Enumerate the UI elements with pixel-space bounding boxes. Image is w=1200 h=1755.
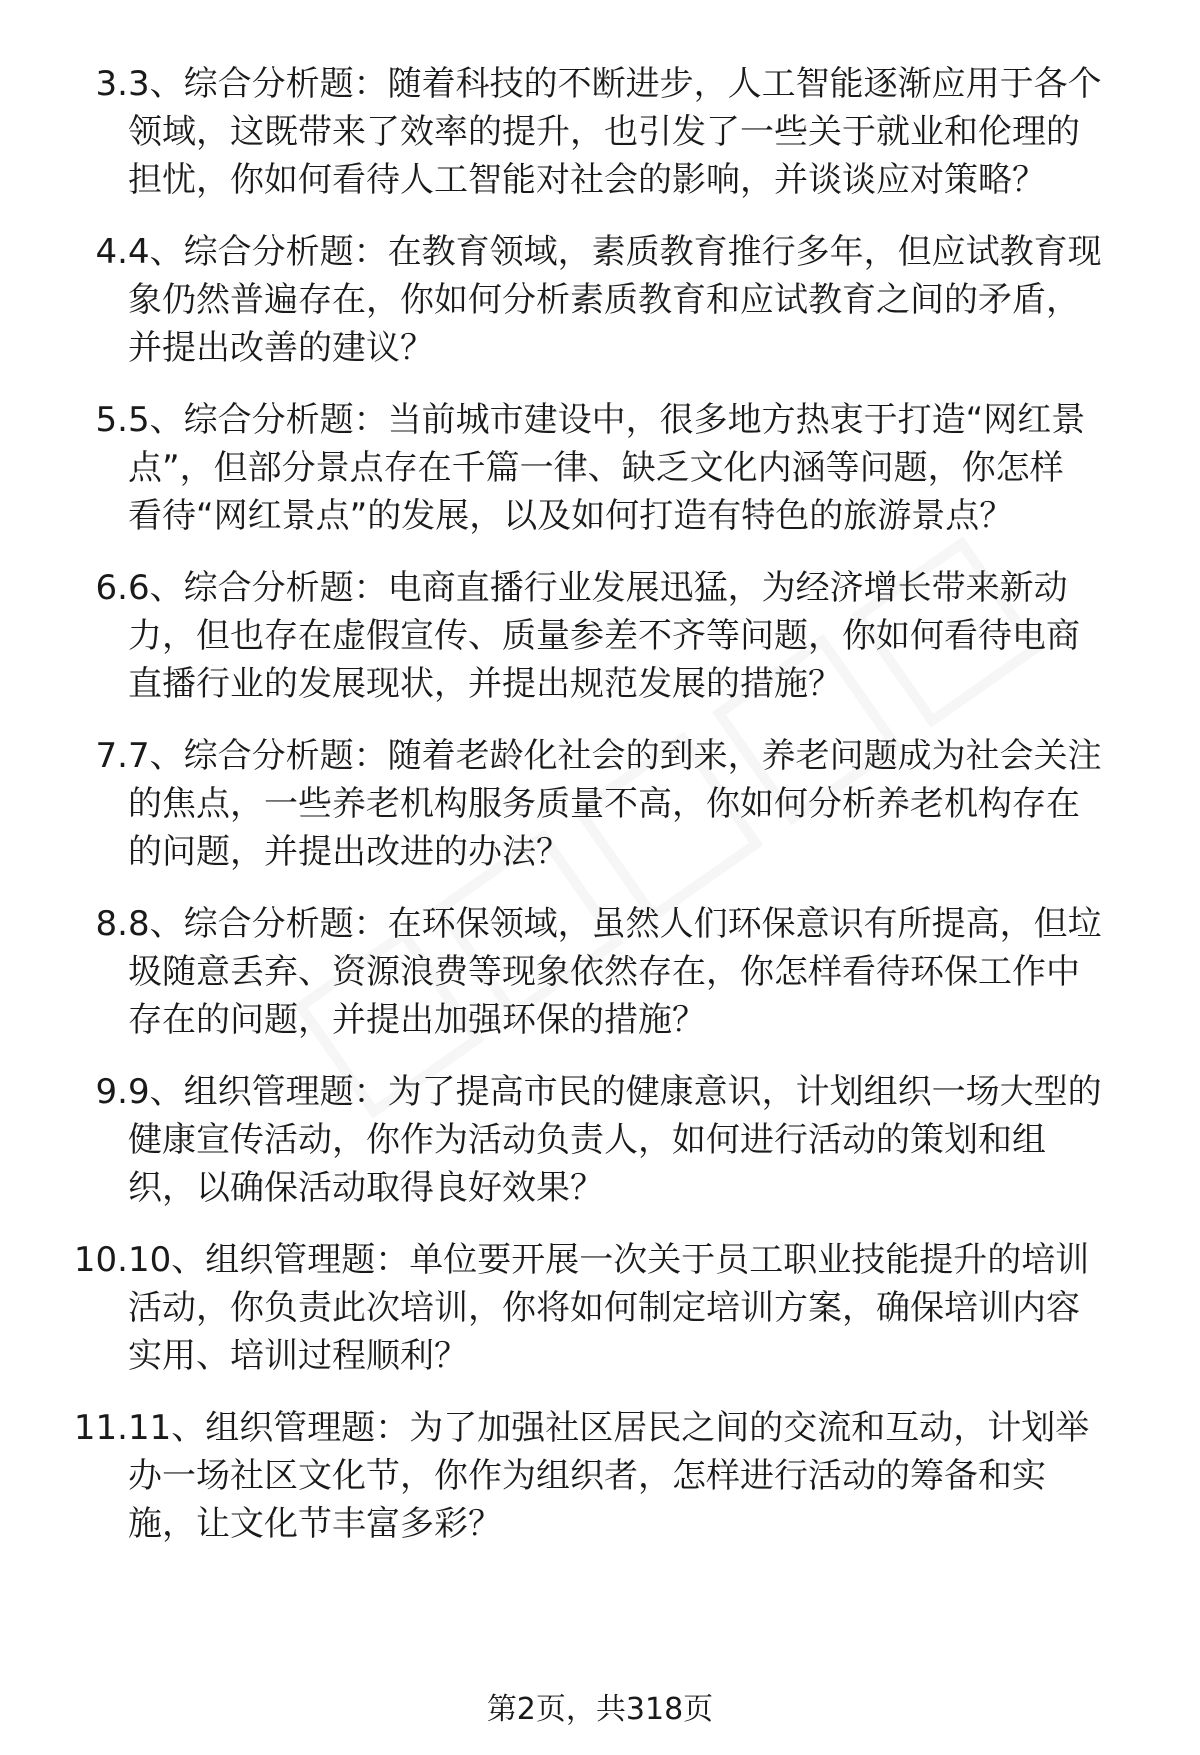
question-item bbox=[0, 396, 1200, 564]
question-number: 4. bbox=[95, 232, 128, 272]
question-line: 10、组织管理题：单位要开展一次关于员工职业技能提升的培训 bbox=[128, 1240, 1090, 1280]
question-item bbox=[0, 1236, 1200, 1404]
question-item bbox=[0, 1404, 1200, 1572]
question-line: 施，让文化节丰富多彩？ bbox=[128, 1504, 502, 1544]
question-item bbox=[0, 228, 1200, 396]
question-line: 8、综合分析题：在环保领域，虽然人们环保意识有所提高，但垃 bbox=[128, 904, 1102, 944]
question-line: 象仍然普遍存在，你如何分析素质教育和应试教育之间的矛盾， bbox=[128, 280, 1080, 320]
question-text bbox=[128, 900, 1156, 1044]
question-line: 直播行业的发展现状，并提出规范发展的措施？ bbox=[128, 664, 842, 704]
question-line: 6、综合分析题：电商直播行业发展迅猛，为经济增长带来新动 bbox=[128, 568, 1068, 608]
question-number: 3. bbox=[95, 64, 128, 104]
question-line: 5、综合分析题：当前城市建设中，很多地方热衷于打造“网红景 bbox=[128, 400, 1086, 440]
question-line: 点”，但部分景点存在千篇一律、缺乏文化内涵等问题，你怎样 bbox=[128, 448, 1064, 488]
question-line: 11、组织管理题：为了加强社区居民之间的交流和互动，计划举 bbox=[128, 1408, 1090, 1448]
question-item bbox=[0, 1068, 1200, 1236]
question-line: 办一场社区文化节，你作为组织者，怎样进行活动的筹备和实 bbox=[128, 1456, 1046, 1496]
question-line: 活动，你负责此次培训，你将如何制定培训方案，确保培训内容 bbox=[128, 1288, 1080, 1328]
question-text bbox=[128, 1404, 1156, 1548]
question-line: 看待“网红景点”的发展，以及如何打造有特色的旅游景点？ bbox=[128, 496, 1014, 536]
question-item bbox=[0, 900, 1200, 1068]
question-number: 11. bbox=[73, 1408, 128, 1448]
question-item bbox=[0, 732, 1200, 900]
question-line: 4、综合分析题：在教育领域，素质教育推行多年，但应试教育现 bbox=[128, 232, 1102, 272]
question-line: 领域，这既带来了效率的提升，也引发了一些关于就业和伦理的 bbox=[128, 112, 1080, 152]
question-item bbox=[0, 564, 1200, 732]
question-text bbox=[128, 1068, 1156, 1212]
question-text bbox=[128, 396, 1156, 540]
question-text bbox=[128, 564, 1156, 708]
page-footer: 第2页，共318页 bbox=[486, 1692, 714, 1727]
question-number: 7. bbox=[95, 736, 128, 776]
question-number: 10. bbox=[73, 1240, 128, 1280]
question-line: 7、综合分析题：随着老龄化社会的到来，养老问题成为社会关注 bbox=[128, 736, 1102, 776]
question-line: 实用、培训过程顺利？ bbox=[128, 1336, 468, 1376]
question-number: 9. bbox=[95, 1072, 128, 1112]
question-line: 担忧，你如何看待人工智能对社会的影响，并谈谈应对策略？ bbox=[128, 160, 1046, 200]
question-line: 圾随意丢弃、资源浪费等现象依然存在，你怎样看待环保工作中 bbox=[128, 952, 1080, 992]
question-number: 5. bbox=[95, 400, 128, 440]
question-line: 存在的问题，并提出加强环保的措施？ bbox=[128, 1000, 706, 1040]
question-list bbox=[0, 60, 1200, 1572]
question-line: 织，以确保活动取得良好效果？ bbox=[128, 1168, 604, 1208]
question-text bbox=[128, 1236, 1156, 1380]
question-number: 8. bbox=[95, 904, 128, 944]
question-line: 力，但也存在虚假宣传、质量参差不齐等问题，你如何看待电商 bbox=[128, 616, 1080, 656]
question-item bbox=[0, 60, 1200, 228]
question-text bbox=[128, 228, 1156, 372]
question-number: 6. bbox=[95, 568, 128, 608]
question-text bbox=[128, 732, 1156, 876]
question-line: 3、综合分析题：随着科技的不断进步，人工智能逐渐应用于各个 bbox=[128, 64, 1102, 104]
question-text bbox=[128, 60, 1156, 204]
question-line: 健康宣传活动，你作为活动负责人，如何进行活动的策划和组 bbox=[128, 1120, 1046, 1160]
question-line: 的焦点，一些养老机构服务质量不高，你如何分析养老机构存在 bbox=[128, 784, 1080, 824]
question-line: 并提出改善的建议？ bbox=[128, 328, 434, 368]
question-line: 9、组织管理题：为了提高市民的健康意识，计划组织一场大型的 bbox=[128, 1072, 1102, 1112]
question-line: 的问题，并提出改进的办法？ bbox=[128, 832, 570, 872]
